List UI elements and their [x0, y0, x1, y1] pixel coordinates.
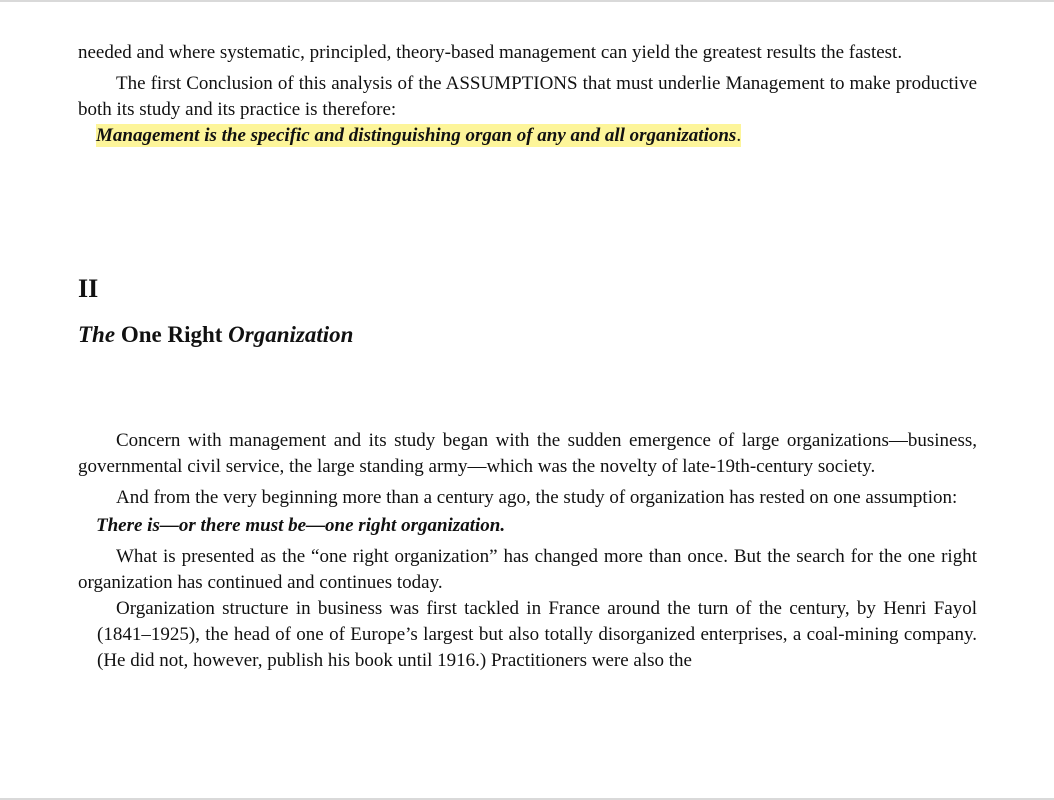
highlighted-text[interactable]: [96, 124, 741, 147]
paragraph-beginning: And from the very beginning more than a century ago, the study of organization has rested on one assumption:: [116, 487, 958, 508]
document-page: [78, 40, 977, 674]
paragraph-first-conclusion: The first Conclusion of this analysis of the ASSUMPTIONS that must underlie Management to make productive both its study and its practice is therefore:: [78, 73, 977, 120]
part-number: II: [78, 274, 99, 303]
section-title-the: The: [78, 322, 116, 347]
conclusion-quote-period: .: [736, 125, 742, 146]
assumption-quote: There is—or there must be—one right organization.: [96, 515, 506, 536]
paragraph-continuation: needed and where systematic, principled, theory-based management can yield the greatest results the fastest.: [78, 42, 903, 63]
section-title-one-right: One Right: [115, 322, 229, 347]
conclusion-quote: [96, 123, 977, 149]
section-title: [78, 320, 977, 350]
conclusion-quote-text: Management is the specific and distinguishing organ of any and all organizations: [96, 125, 737, 146]
paragraph-concern: Concern with management and its study began with the sudden emergence of large organizations—business, governmental civil service, the large standing army—which was the novelty of late-19th-century society.: [78, 430, 977, 477]
paragraph-fayol: Organization structure in business was first tackled in France around the turn of the century, by Henri Fayol (1841–1925), the head of one of Europe’s largest but also totally disorganized enterprises, a coal-mining company. (He did not, however, publish his book until 1916.) Practitioners were also the: [97, 598, 977, 671]
section-title-organization: Organization: [228, 322, 354, 347]
page-top-border: [0, 0, 1054, 2]
paragraph-one-right-organization: What is presented as the “one right organization” has changed more than once. But the search for the one right organization has continued and continues today.: [78, 546, 977, 593]
